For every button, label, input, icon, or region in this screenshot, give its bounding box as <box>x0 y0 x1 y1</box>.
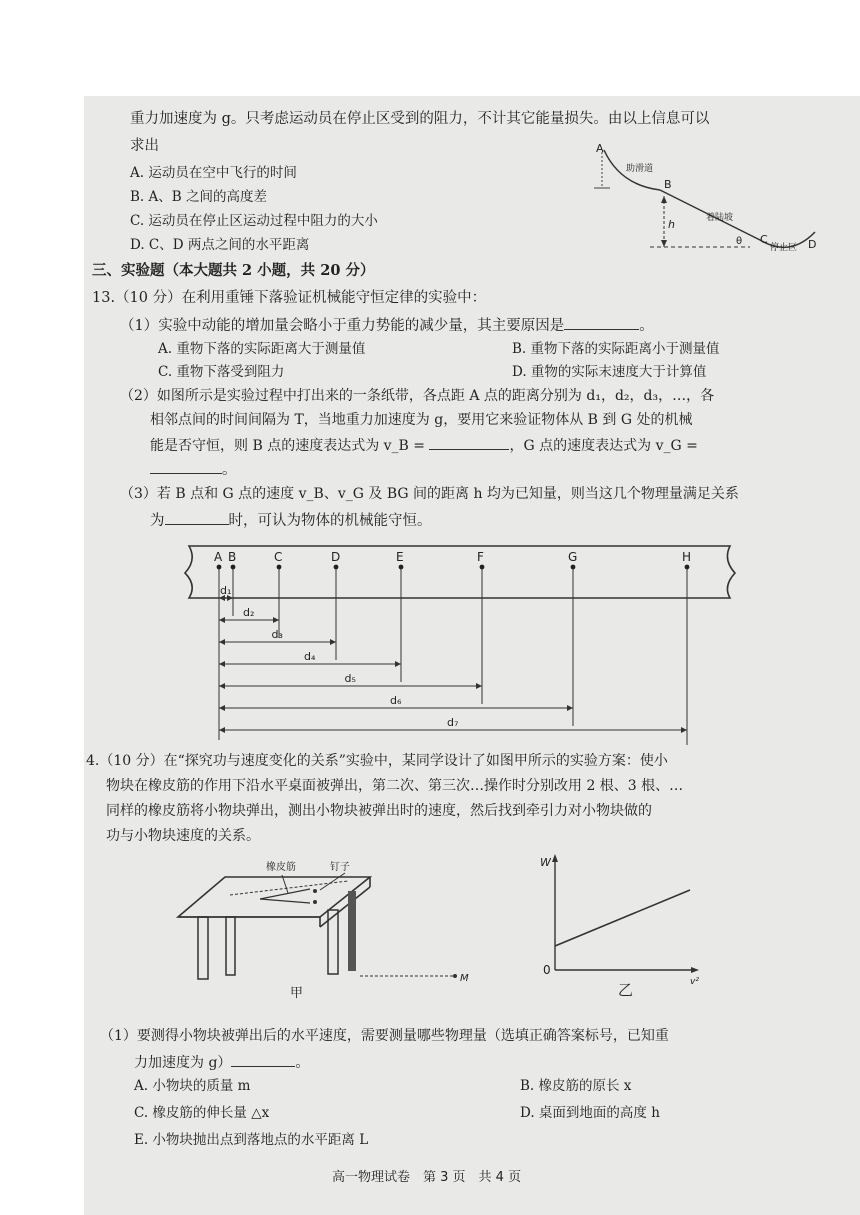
tape-point-label: H <box>682 550 692 564</box>
nail-icon <box>313 900 317 904</box>
nail-label: 钉子 <box>330 862 350 873</box>
tape-point-label: C <box>274 550 283 564</box>
q12-option-d: D. C、D 两点之间的水平距离 <box>130 237 310 253</box>
distance-arrowhead <box>476 683 482 689</box>
q12-stem-line2: 求出 <box>130 138 159 154</box>
q14-part1-line1: （1）要测得小物块被弹出后的水平速度，需要测量哪些物理量（选填正确答案标号，已知重 <box>100 1028 669 1044</box>
zhuolupo-label: 着陆坡 <box>706 213 734 223</box>
paper-tape <box>185 546 735 598</box>
figure-jia-table <box>170 855 480 1010</box>
q13-option-a: A. 重物下落的实际距离大于测量值 <box>158 341 366 357</box>
q14-option-e: E. 小物块抛出点到落地点的水平距离 L <box>134 1132 369 1148</box>
tape-point-dot <box>217 565 222 570</box>
q13-stem: 13.（10 分）在利用重锤下落验证机械能守恒定律的实验中： <box>92 290 487 306</box>
q13-part3-line1: （3）若 B 点和 G 点的速度 v_B、v_G 及 BG 间的距离 h 均为已知量，则当这几个物理量满足关系 <box>120 486 739 502</box>
distance-arrowhead <box>219 639 225 645</box>
q14-option-c: C. 橡皮筋的伸长量 △x <box>134 1105 270 1121</box>
point-c-label: C <box>760 233 768 246</box>
distance-label: d₃ <box>271 628 283 641</box>
q14-option-b: B. 橡皮筋的原长 x <box>520 1078 632 1094</box>
tape-point-label: E <box>396 550 404 564</box>
figure-jia-caption: 甲 <box>290 986 304 1001</box>
distance-label: d₅ <box>344 672 356 685</box>
w-v2-line <box>555 890 690 946</box>
zhuhuadao-label: 助滑道 <box>626 164 654 174</box>
distance-arrowhead <box>219 617 225 623</box>
q14-option-d: D. 桌面到地面的高度 h <box>520 1105 660 1121</box>
page-footer: 高一物理试卷 第 3 页 共 4 页 <box>332 1170 522 1185</box>
tape-point-dot <box>334 565 339 570</box>
vb-blank <box>429 435 509 450</box>
tape-point-dot <box>277 565 282 570</box>
origin-label: 0 <box>543 963 551 977</box>
distance-arrowhead <box>681 727 687 733</box>
distance-label: d₂ <box>243 606 255 619</box>
point-d-label: D <box>808 238 817 251</box>
q13-option-c: C. 重物下落受到阻力 <box>158 364 285 380</box>
q14-option-a: A. 小物块的质量 m <box>134 1078 251 1094</box>
paper-tape-figure <box>175 540 745 745</box>
distance-arrowhead <box>330 639 336 645</box>
distance-label: d₄ <box>304 650 316 663</box>
tape-point-label: A <box>214 550 223 564</box>
distance-arrowhead <box>567 705 573 711</box>
q13-part2-line4: 。 <box>150 459 237 479</box>
q13-part1: （1）实验中动能的增加量会略小于重力势能的减少量，其主要原因是 。 <box>120 315 654 335</box>
q13-part2-line1: （2）如图所示是实验过程中打出来的一条纸带，各点距 A 点的距离分别为 d₁，d₂，d₃，…，各 <box>120 388 715 404</box>
stop-zone-label: 停止区 <box>770 243 798 253</box>
q14-stem-line3: 同样的橡皮筋将小物块弹出，测出小物块被弹出时的速度，然后找到牵引力对小物块做的 <box>106 803 652 819</box>
q13-part1-blank <box>564 315 639 330</box>
distance-label: d₇ <box>447 716 459 729</box>
tape-point-label: F <box>477 550 484 564</box>
tape-point-dot <box>685 565 690 570</box>
tape-point-dot <box>571 565 576 570</box>
distance-arrowhead <box>273 617 279 623</box>
distance-arrowhead <box>395 661 401 667</box>
point-b-label: B <box>664 178 672 191</box>
nail-icon <box>313 889 317 893</box>
tape-point-label: D <box>331 550 341 564</box>
q13-option-b: B. 重物下落的实际距离小于测量值 <box>512 341 720 357</box>
q14-answer-blank <box>231 1052 295 1067</box>
vg-blank <box>150 459 222 474</box>
h-label: h <box>668 218 675 231</box>
tape-point-dot <box>399 565 404 570</box>
figure-yi-graph <box>530 850 710 1000</box>
distance-arrowhead <box>219 705 225 711</box>
q12-option-c: C. 运动员在停止区运动过程中阻力的大小 <box>130 213 378 229</box>
y-axis-label: W <box>540 856 551 869</box>
table-leg-shaded <box>348 891 356 971</box>
point-a-label: A <box>596 142 604 155</box>
ski-jump-diagram <box>590 140 825 265</box>
rubber-band-label: 橡皮筋 <box>266 862 296 873</box>
q13-part2-line2: 相邻点间的时间间隔为 T，当地重力加速度为 g，要用它来验证物体从 B 到 G 处的机械 <box>150 412 693 428</box>
q12-stem-line1: 重力加速度为 g。只考虑运动员在停止区受到的阻力，不计其它能量损失。由以上信息可以 <box>130 111 710 127</box>
table-leg <box>226 917 235 975</box>
q12-option-a: A. 运动员在空中飞行的时间 <box>130 165 297 181</box>
q14-stem-line1: 4.（10 分）在“探究功与速度变化的关系”实验中，某同学设计了如图甲所示的实验方案：使小 <box>86 753 668 769</box>
q13-option-d: D. 重物的实际末速度大于计算值 <box>512 364 707 380</box>
q13-part3-line2: 为 时，可认为物体的机械能守恒。 <box>150 510 432 530</box>
theta-label: θ <box>736 236 743 247</box>
relation-blank <box>165 510 229 525</box>
q13-part2-line3: 能是否守恒，则 B 点的速度表达式为 v_B = ，G 点的速度表达式为 v_G = <box>150 435 698 455</box>
distance-arrowhead <box>219 683 225 689</box>
section-title: 三、实验题（本大题共 2 小题，共 20 分） <box>92 262 375 279</box>
q14-part1-line2: 力加速度为 g） 。 <box>134 1052 309 1072</box>
q14-stem-line4: 功与小物块速度的关系。 <box>106 828 260 844</box>
distance-label: d₆ <box>390 694 402 707</box>
q12-option-b: B. A、B 之间的高度差 <box>130 189 267 205</box>
q14-stem-line2: 物块在橡皮筋的作用下沿水平桌面被弹出，第二次、第三次…操作时分别改用 2 根、3 根、… <box>106 778 684 794</box>
table-leg <box>198 917 208 979</box>
x-axis-label: v² <box>690 977 699 987</box>
figure-yi-caption: 乙 <box>618 981 634 999</box>
tape-point-label: G <box>568 550 578 564</box>
tape-point-label: B <box>228 550 237 564</box>
point-m-label: M <box>460 973 469 984</box>
distance-arrowhead <box>219 661 225 667</box>
tape-point-dot <box>231 565 236 570</box>
distance-label: d₁ <box>220 584 232 597</box>
distance-arrowhead <box>219 727 225 733</box>
tape-point-dot <box>480 565 485 570</box>
